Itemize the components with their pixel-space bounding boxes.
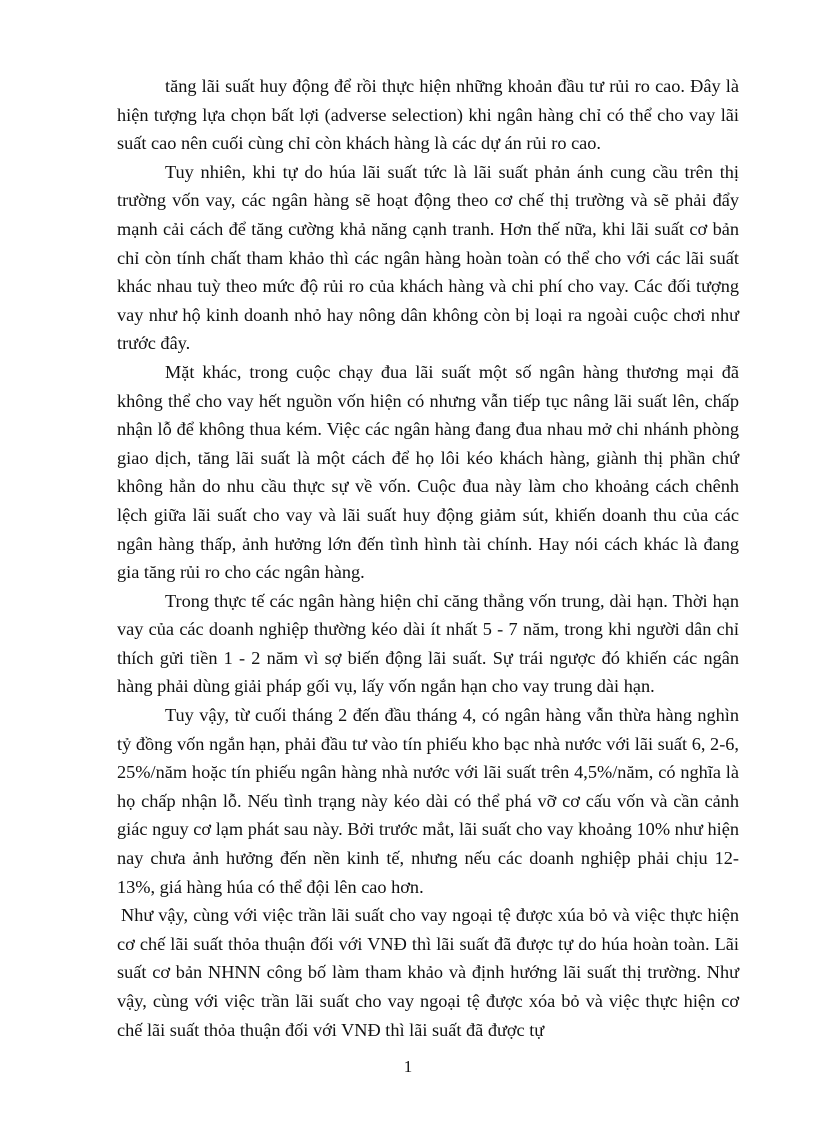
paragraph-conclusion: Như vậy, cùng với việc trần lãi suất cho vay ngoại tệ được xúa bỏ và việc thực hiện cơ chế lãi suất thỏa thuận đối với VNĐ thì lãi suất đã được tự do húa hoàn toàn. Lãi suất cơ bản NHNN công bố làm tham khảo và định hướng lãi suất thị trường. Như vậy, cùng với việc trần lãi suất cho vay ngoại tệ được xóa bỏ và việc thực hiện cơ chế lãi suất thỏa thuận đối với VNĐ thì lãi suất đã được tự <box>117 905 739 1040</box>
paragraph-interest-race: Mặt khác, trong cuộc chạy đua lãi suất một số ngân hàng thương mại đã không thể cho vay hết nguồn vốn hiện có nhưng vẫn tiếp tục nâng lãi suất lên, chấp nhận lỗ để không thua kém. Việc các ngân hàng đang đua nhau mở chi nhánh phòng giao dịch, tăng lãi suất là một cách để họ lôi kéo khách hàng, giành thị phần chứ không hẳn do nhu cầu thực sự về vốn. Cuộc đua này làm cho khoảng cách chênh lệch giữa lãi suất cho vay và lãi suất huy động giảm sút, khiến doanh thu của các ngân hàng thấp, ảnh hưởng lớn đến tình hình tài chính. Hay nói cách khác là đang gia tăng rủi ro cho các ngân hàng. <box>117 361 739 583</box>
paragraph-liberalization: Tuy nhiên, khi tự do húa lãi suất tức là lãi suất phản ánh cung cầu trên thị trường vốn vay, các ngân hàng sẽ hoạt động theo cơ chế thị trường và sẽ phải đẩy mạnh cải cách để tăng cường khả năng cạnh tranh. Hơn thế nữa, khi lãi suất cơ bản chỉ còn tính chất tham khảo thì các ngân hàng hoàn toàn có thể cho với các lãi suất khác nhau tuỳ theo mức độ rủi ro của khách hàng và chi phí cho vay. Các đối tượng vay như hộ kinh doanh nhỏ hay nông dân không còn bị loại ra ngoài cuộc chơi như trước đây. <box>117 161 739 354</box>
paragraph-short-term-surplus: Tuy vậy, từ cuối tháng 2 đến đầu tháng 4, có ngân hàng vẫn thừa hàng nghìn tỷ đồng vốn ngắn hạn, phải đầu tư vào tín phiếu kho bạc nhà nước với lãi suất 6, 2-6, 25%/năm hoặc tín phiếu ngân hàng nhà nước với lãi suất trên 4,5%/năm, có nghĩa là họ chấp nhận lỗ. Nếu tình trạng này kéo dài có thể phá vỡ cơ cấu vốn và cần cảnh giác nguy cơ lạm phát sau này. Bởi trước mắt, lãi suất cho vay khoảng 10% như hiện nay chưa ảnh hưởng đến nền kinh tế, nhưng nếu các doanh nghiệp phải chịu 12-13%, giá hàng húa có thể đội lên cao hơn. <box>117 705 739 897</box>
paragraph-adverse-selection: tăng lãi suất huy động để rồi thực hiện những khoản đầu tư rủi ro cao. Đây là hiện tượng lựa chọn bất lợi (adverse selection) khi ngân hàng chỉ có thể cho vay lãi suất cao nên cuối cùng chỉ còn khách hàng là các dự án rủi ro cao. <box>117 76 739 154</box>
paragraph-capital-tension: Trong thực tế các ngân hàng hiện chỉ căng thẳng vốn trung, dài hạn. Thời hạn vay của các doanh nghiệp thường kéo dài ít nhất 5 - 7 năm, trong khi người dân chỉ thích gửi tiền 1 - 2 năm vì sợ biến động lãi suất. Sự trái ngược đó khiến các ngân hàng phải dùng giải pháp gối vụ, lấy vốn ngắn hạn cho vay trung dài hạn. <box>117 590 739 697</box>
document-body <box>117 72 739 1044</box>
page-number: 1 <box>403 1057 413 1076</box>
